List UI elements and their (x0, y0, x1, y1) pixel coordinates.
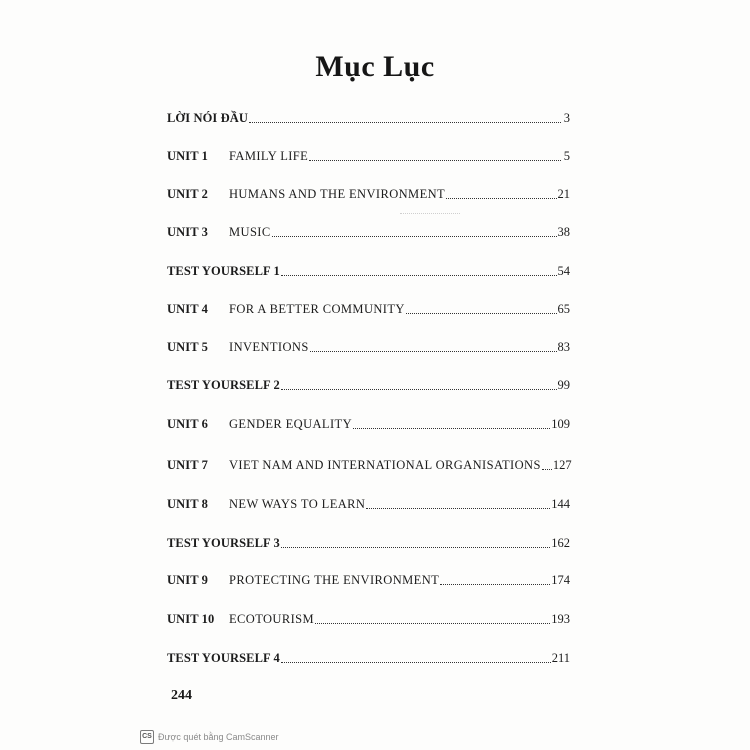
toc-entry-page: 38 (557, 225, 570, 239)
toc-entry-title: VIET NAM AND INTERNATIONAL ORGANISATIONS (229, 458, 541, 472)
dot-leader (353, 427, 550, 429)
toc-entry-unit-9[interactable] (167, 570, 570, 588)
toc-entry-page: 174 (551, 573, 570, 587)
toc-entry-title: ECOTOURISM (229, 612, 315, 626)
toc-entry-page: 127 (552, 458, 572, 472)
toc-entry-unit-1[interactable] (167, 146, 570, 164)
toc-entry-test-yourself-4[interactable] (167, 648, 570, 666)
dot-leader (406, 312, 557, 314)
toc-entry-label: TEST YOURSELF 2 (167, 378, 280, 392)
toc-entry-page: 54 (557, 264, 570, 278)
toc-entry-title: GENDER EQUALITY (229, 417, 352, 431)
dot-leader (366, 507, 550, 509)
toc-entry-unit-10[interactable] (167, 609, 570, 627)
toc-entry-page: 162 (551, 536, 570, 550)
toc-entry-page: 5 (563, 149, 570, 163)
toc-entry-test-yourself-3[interactable] (167, 533, 570, 551)
toc-entry-page: 3 (563, 111, 570, 125)
toc-entry-label: UNIT 1 (167, 149, 209, 163)
dot-leader (309, 159, 561, 161)
toc-entry-label: TEST YOURSELF 3 (167, 536, 280, 550)
dot-leader (249, 121, 561, 123)
toc-entry-preface[interactable] (167, 108, 570, 126)
toc-entry-page: 83 (557, 340, 570, 354)
toc-entry-label: UNIT 4 (167, 302, 209, 316)
toc-entry-page: 211 (551, 651, 570, 665)
dot-leader (440, 583, 550, 585)
toc-entry-label: UNIT 10 (167, 612, 215, 626)
toc-entry-title: HUMANS AND THE ENVIRONMENT (229, 187, 446, 201)
page-number: 244 (171, 688, 192, 703)
dot-leader (315, 622, 550, 624)
toc-entry-page: 99 (557, 378, 570, 392)
toc-entry-unit-6[interactable] (167, 414, 570, 432)
toc-entry-label: UNIT 2 (167, 187, 209, 201)
toc-entry-unit-7[interactable] (167, 455, 570, 473)
dot-leader (272, 235, 557, 237)
dot-leader (281, 661, 551, 663)
toc-entry-label: TEST YOURSELF 4 (167, 651, 280, 665)
toc-entry-label: UNIT 7 (167, 458, 209, 472)
toc-entry-test-yourself-2[interactable] (167, 375, 570, 393)
toc-entry-page: 144 (551, 497, 570, 511)
toc-entry-title: FAMILY LIFE (229, 149, 309, 163)
toc-entry-title: NEW WAYS TO LEARN (229, 497, 366, 511)
camscanner-logo-icon: CS (140, 730, 154, 744)
toc-entry-label: LỜI NÓI ĐẦU (167, 111, 248, 125)
dot-leader (281, 546, 550, 548)
toc-entry-label: TEST YOURSELF 1 (167, 264, 280, 278)
toc-entry-title: PROTECTING THE ENVIRONMENT (229, 573, 440, 587)
page-title: Mục Lục (315, 50, 435, 83)
dot-leader (281, 274, 557, 276)
scanner-watermark (140, 730, 279, 744)
toc-entry-unit-8[interactable] (167, 494, 570, 512)
dot-leader (446, 197, 556, 199)
dot-leader (281, 388, 557, 390)
toc-entry-label: UNIT 3 (167, 225, 209, 239)
toc-entry-title: FOR A BETTER COMMUNITY (229, 302, 405, 316)
dot-leader (542, 468, 552, 470)
toc-entry-page: 193 (551, 612, 570, 626)
toc-entry-label: UNIT 8 (167, 497, 209, 511)
toc-entry-unit-5[interactable] (167, 337, 570, 355)
toc-entry-label: UNIT 9 (167, 573, 209, 587)
toc-entry-page: 21 (557, 187, 570, 201)
toc-entry-title: INVENTIONS (229, 340, 309, 354)
toc-entry-page: 109 (551, 417, 570, 431)
toc-entry-unit-2[interactable] (167, 184, 570, 202)
toc-entry-label: UNIT 6 (167, 417, 209, 431)
toc-entry-title: MUSIC (229, 225, 271, 239)
dot-leader (310, 350, 557, 352)
toc-entry-test-yourself-1[interactable] (167, 261, 570, 279)
toc-entry-unit-3[interactable] (167, 222, 570, 240)
toc-entry-unit-4[interactable] (167, 299, 570, 317)
toc-entry-page: 65 (557, 302, 570, 316)
toc-entry-label: UNIT 5 (167, 340, 209, 354)
scanner-text: Được quét bằng CamScanner (158, 732, 279, 742)
